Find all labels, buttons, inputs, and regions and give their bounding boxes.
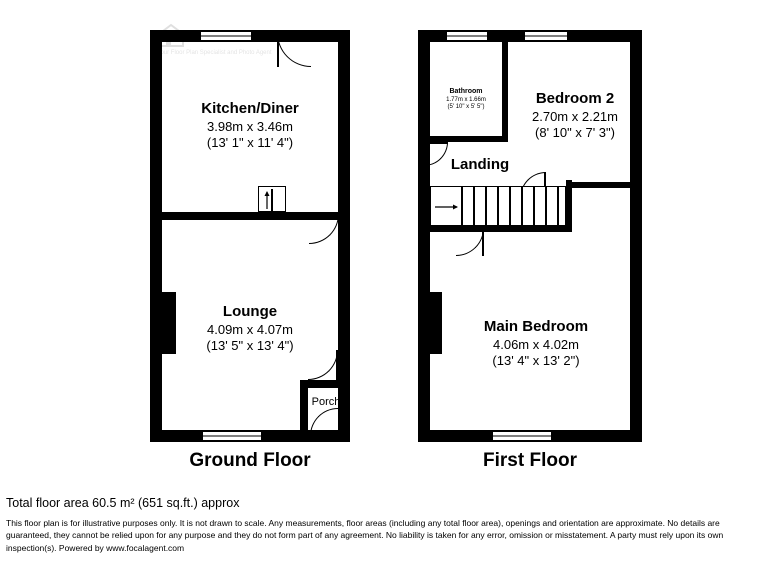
door-main-bedroom <box>456 228 484 256</box>
room-dim-imperial-bedroom2: (8' 10" x 7' 3") <box>535 125 615 140</box>
door-kitchen-external <box>277 33 311 67</box>
room-name-bedroom2: Bedroom 2 <box>535 90 615 107</box>
room-label-bedroom2 <box>508 90 642 141</box>
ground-floor-title: Ground Floor <box>189 450 311 471</box>
room-name-kitchen-diner: Kitchen/Diner <box>201 100 299 117</box>
room-label-bathroom <box>430 88 502 112</box>
room-dim-main-bedroom: 4.06m x 4.02m <box>493 336 579 352</box>
footer <box>6 496 762 554</box>
room-dim-kitchen-diner: 3.98m x 3.46m <box>207 118 293 134</box>
ground-stairs <box>258 186 286 212</box>
door-lounge-porch <box>308 350 338 380</box>
room-dim-lounge: 4.09m x 4.07m <box>207 321 293 337</box>
first-wall-left <box>418 30 430 442</box>
room-dim-imperial-lounge: (13' 5" x 13' 4") <box>206 338 294 353</box>
room-label-main-bedroom <box>430 318 642 369</box>
room-dim-imperial-kitchen-diner: (13' 1" x 11' 4") <box>206 135 294 150</box>
window-bathroom-top <box>446 31 488 41</box>
room-name-lounge: Lounge <box>222 303 278 320</box>
room-dim-bathroom: 1.77m x 1.66m <box>446 96 486 103</box>
watermark-tagline: Your Floor Plan Specialist and Photo Agent <box>157 50 272 56</box>
stairs-direction-arrow-icon <box>431 187 461 227</box>
disclaimer-text: This floor plan is for illustrative purposes only. It is not drawn to scale. Any measurements, floor areas (including any total floor area), openings and orientation are approximate. No details are guaranteed, they cannot be relied upon for any purpose and they do not form part of any agreement. No liability is taken for any error, omission or misstatement. A party must rely upon its own inspection(s). Powered by www.focalagent.com <box>6 518 724 553</box>
room-name-porch: Porch <box>311 396 341 408</box>
window-lounge-bottom <box>202 431 262 441</box>
room-label-landing <box>430 156 530 175</box>
window-kitchen-top <box>200 31 252 41</box>
room-name-main-bedroom: Main Bedroom <box>483 318 589 335</box>
ground-wall-left <box>150 30 162 442</box>
stairs-direction-arrow-icon <box>259 187 287 213</box>
first-floor-title: First Floor <box>483 450 577 471</box>
room-name-landing: Landing <box>450 156 510 173</box>
porch-wall-left <box>300 380 308 442</box>
first-stairs <box>430 186 566 226</box>
room-dim-bedroom2: 2.70m x 2.21m <box>532 108 618 124</box>
total-floor-area: Total floor area 60.5 m² (651 sq.ft.) approx <box>6 496 240 510</box>
room-dim-imperial-main-bedroom: (13' 4" x 13' 2") <box>492 353 580 368</box>
room-label-kitchen-diner <box>150 100 350 151</box>
window-bedroom2-top <box>524 31 568 41</box>
door-kitchen-lounge <box>309 214 339 244</box>
room-name-bathroom: Bathroom <box>449 88 483 95</box>
room-label-lounge <box>150 303 350 354</box>
room-label-porch <box>298 396 354 410</box>
bedroom2-wall-bottom <box>566 182 642 188</box>
room-dim-imperial-bathroom: (5' 10" x 5' 5") <box>447 104 485 111</box>
window-main-bedroom-bottom <box>492 431 552 441</box>
door-porch-external <box>310 408 338 436</box>
